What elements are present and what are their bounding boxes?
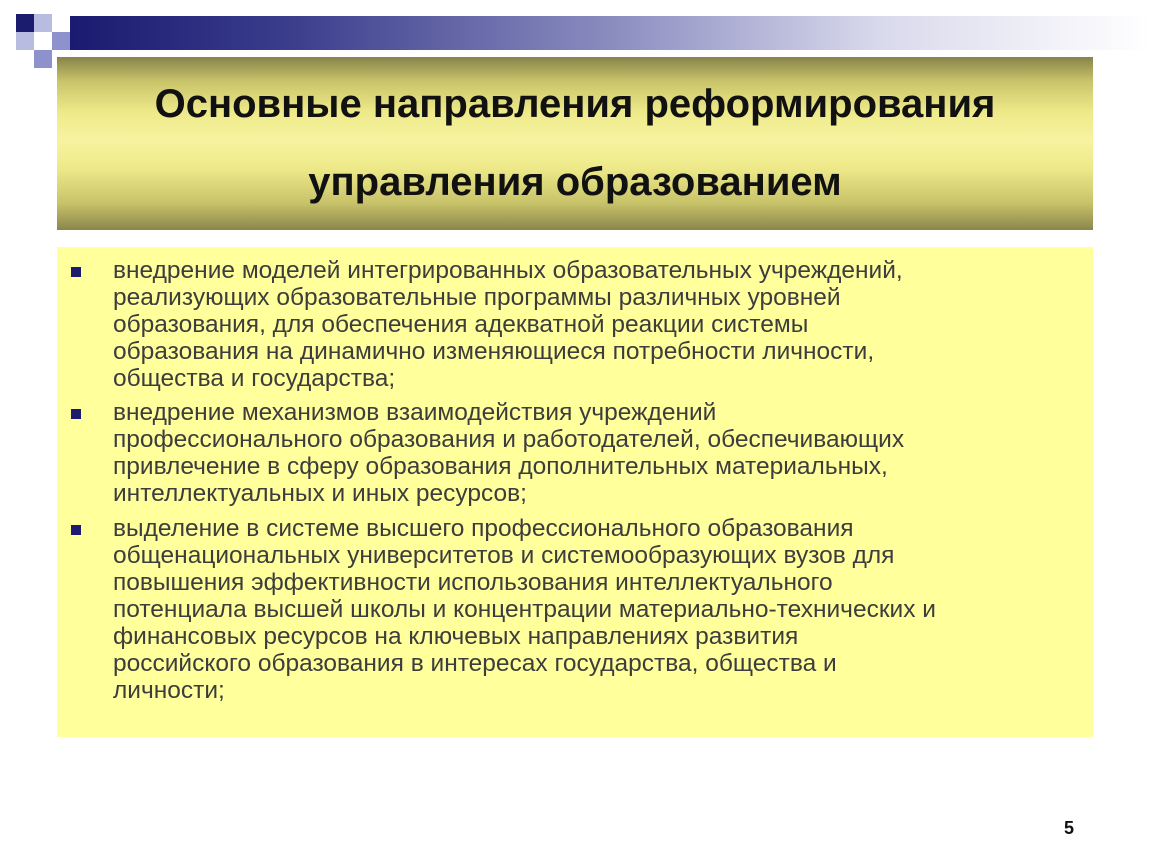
square-bullet-icon [71,525,81,535]
slide-title-line-1: Основные направления реформирования [154,82,996,126]
slide-title-line-2: управления образованием [308,160,842,204]
page-number: 5 [1063,818,1074,838]
bullet-text: внедрение механизмов взаимодействия учреждений профессионального образования и работодателей, обеспечивающих привлечение в сферу образования дополнительных материальных, интеллектуальных и иных ресурсов; [113,399,905,507]
decor-square [16,14,34,32]
content-box [57,247,1093,737]
decor-square [16,32,34,50]
decor-square [34,14,52,32]
square-bullet-icon [71,267,81,277]
bullet-text: выделение в системе высшего профессионального образования общенациональных университетов и системообразующих вузов для повышения эффективности использования интеллектуального потенциала высшей школы и концентрации материально-технических и финансовых ресурсов на ключевых направлениях развития российского образования в интересах государства, общества и личности; [113,515,936,704]
decor-square [52,32,70,50]
square-bullet-icon [71,409,81,419]
decor-square [52,14,70,32]
decor-square [34,32,52,50]
header-gradient-bar [70,16,1150,50]
bullet-text: внедрение моделей интегрированных образовательных учреждений, реализующих образовательные программы различных уровней образования, для обеспечения адекватной реакции системы образования на динамично изменяющиеся потребности личности, общества и государства; [113,257,903,392]
decor-square [34,50,52,68]
